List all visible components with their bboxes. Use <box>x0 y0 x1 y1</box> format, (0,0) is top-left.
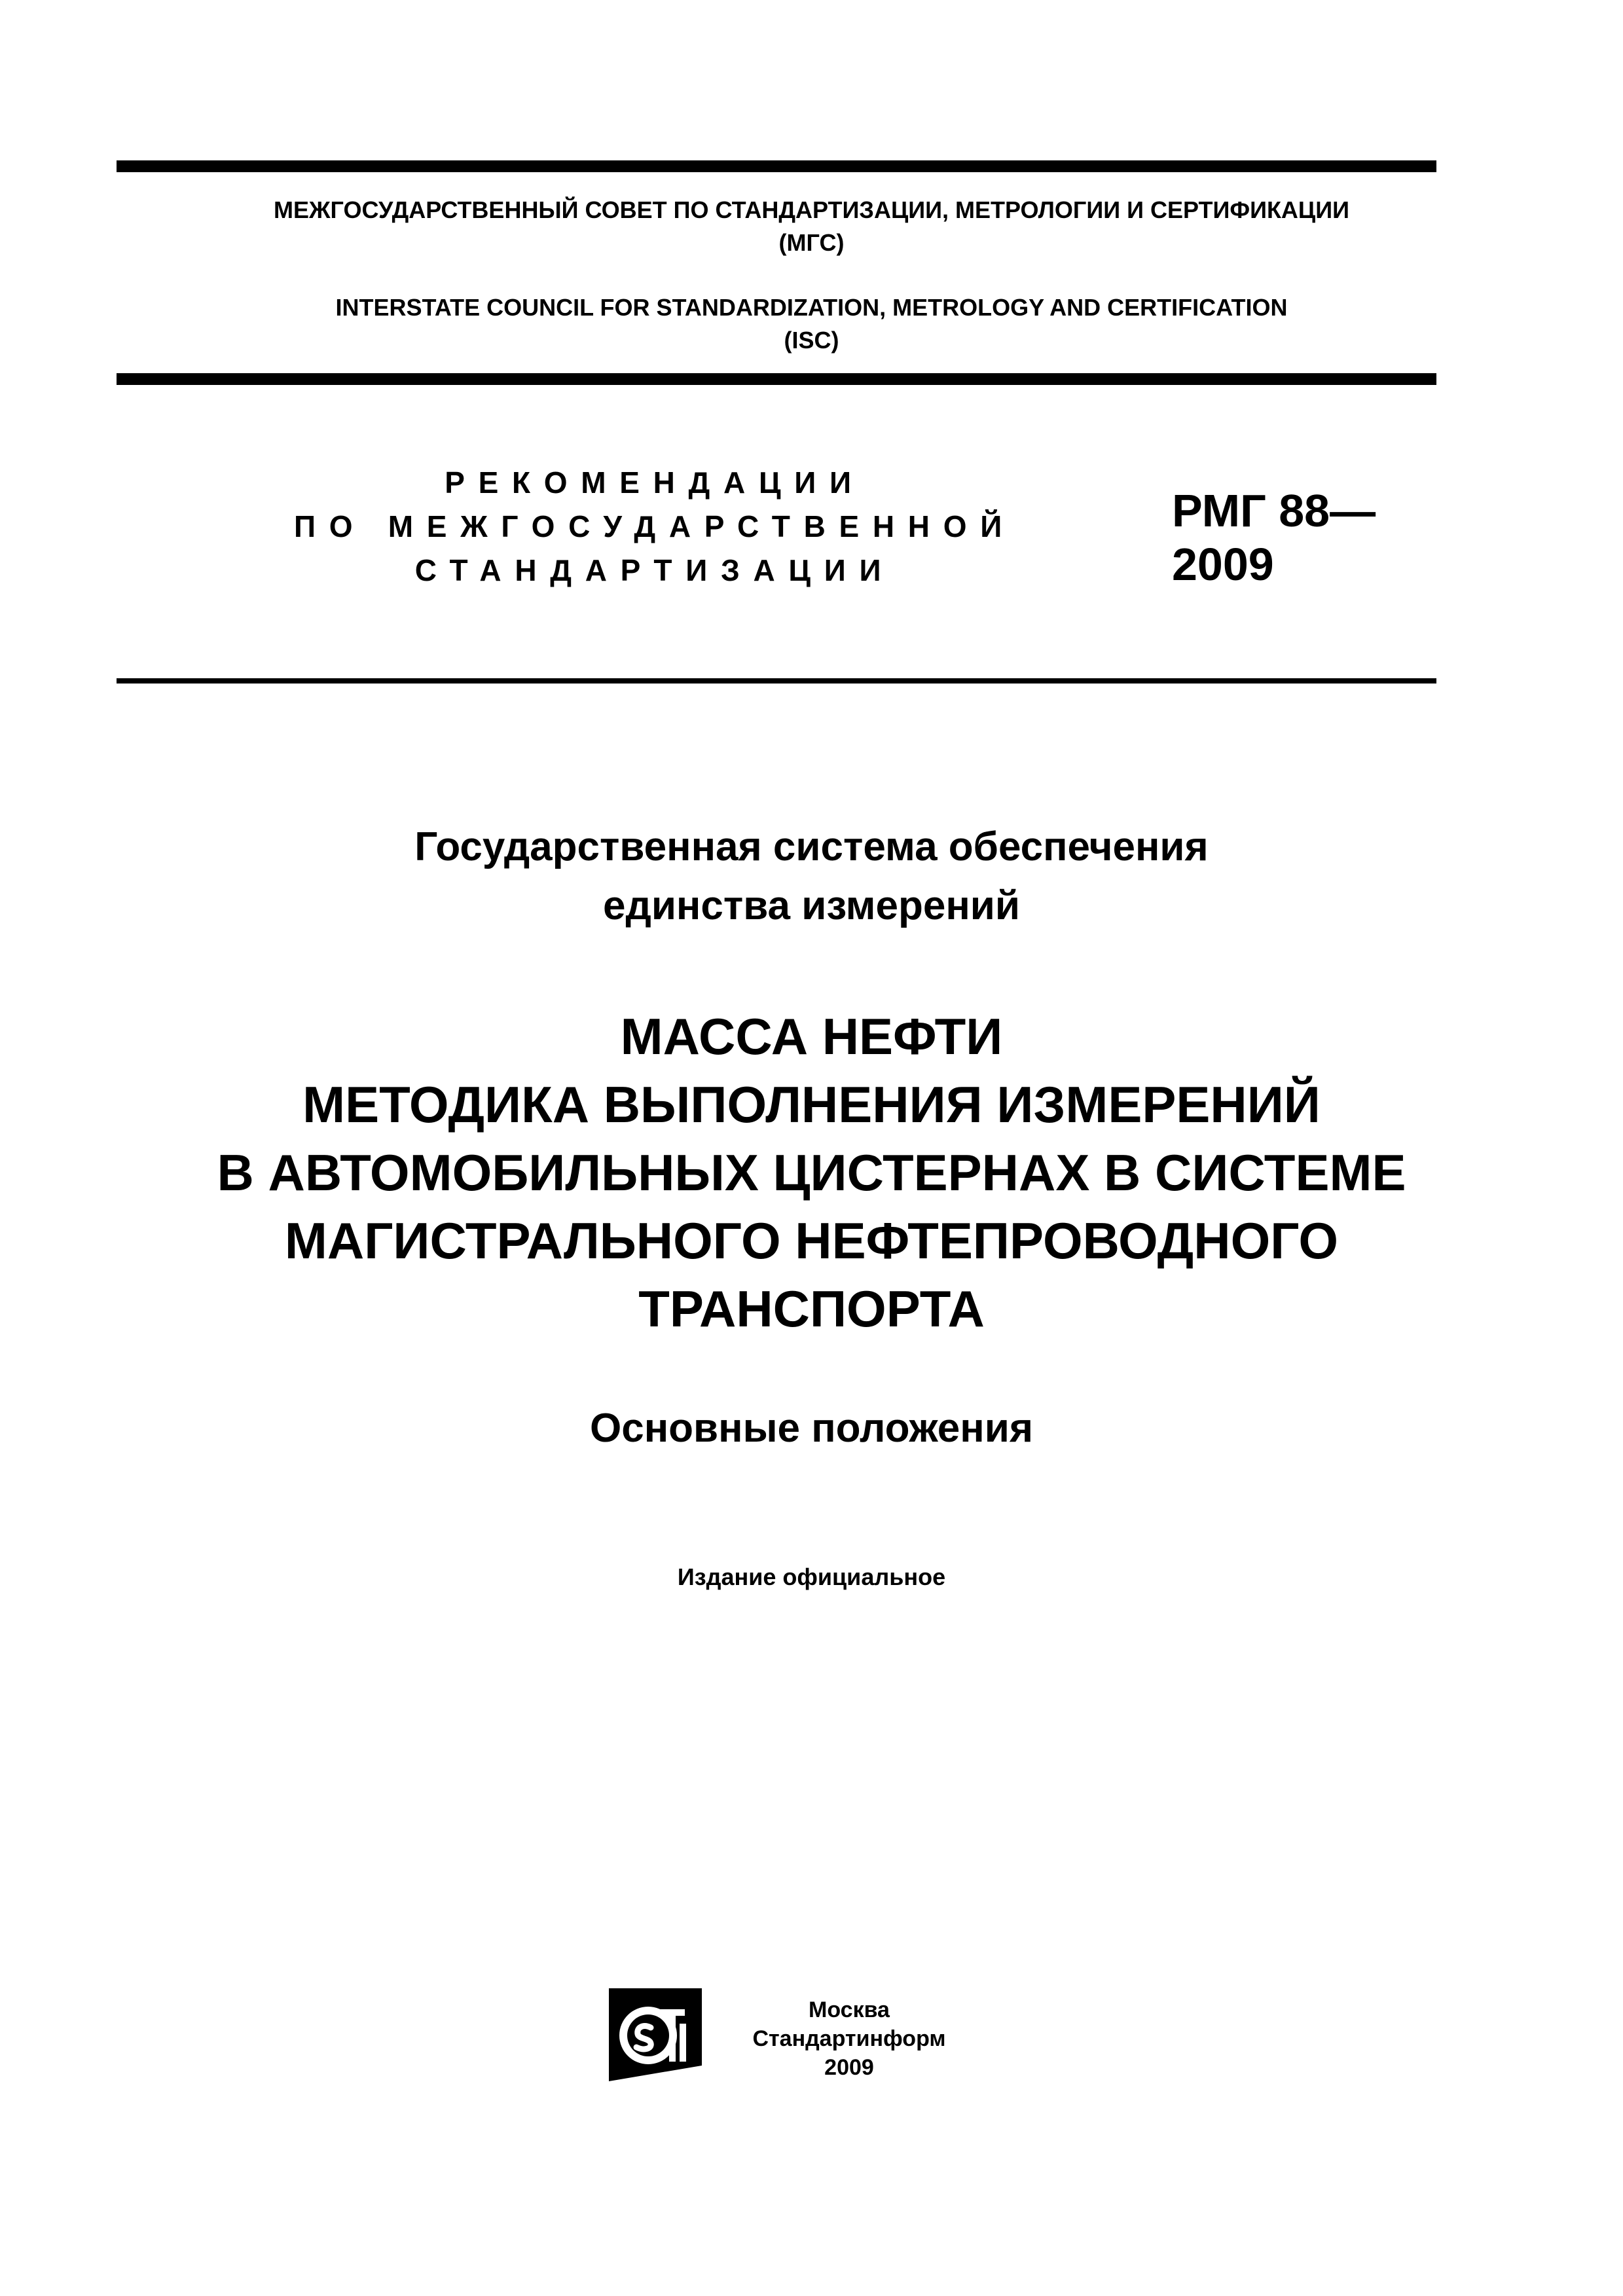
document-designation: РМГ 88— <box>1172 485 1376 536</box>
lower-rule <box>117 678 1436 683</box>
council-name-ru: МЕЖГОСУДАРСТВЕННЫЙ СОВЕТ ПО СТАНДАРТИЗАЦИИ, МЕТРОЛОГИИ И СЕРТИФИКАЦИИ <box>274 196 1349 223</box>
document-designation-year: 2009 <box>1172 539 1274 590</box>
council-abbr-en: (ISC) <box>784 327 839 354</box>
document-title-line2: МЕТОДИКА ВЫПОЛНЕНИЯ ИЗМЕРЕНИЙ <box>302 1076 1321 1133</box>
edition-note: Издание официальное <box>677 1563 946 1590</box>
recommendation-label-line2: ПО МЕЖГОСУДАРСТВЕННОЙ <box>294 509 1015 543</box>
standartinform-logo-icon <box>609 1988 702 2081</box>
document-title-line5: ТРАНСПОРТА <box>638 1280 985 1338</box>
publisher-city: Москва <box>809 1997 890 2022</box>
council-abbr-ru: (МГС) <box>778 229 845 256</box>
document-title-line3: В АВТОМОБИЛЬНЫХ ЦИСТЕРНАХ В СИСТЕМЕ <box>217 1144 1406 1201</box>
document-subtitle: Основные положения <box>589 1406 1033 1451</box>
publisher-name: Стандартинформ <box>752 2026 946 2051</box>
publication-year: 2009 <box>824 2055 874 2080</box>
middle-rule <box>117 373 1436 385</box>
top-rule <box>117 160 1436 172</box>
recommendation-label-line3: СТАНДАРТИЗАЦИИ <box>414 553 895 587</box>
series-title-line2: единства измерений <box>602 883 1020 928</box>
document-title-line4: МАГИСТРАЛЬНОГО НЕФТЕПРОВОДНОГО <box>284 1212 1339 1269</box>
council-name-en: INTERSTATE COUNCIL FOR STANDARDIZATION, METROLOGY AND CERTIFICATION <box>335 294 1288 321</box>
recommendation-label-line1: РЕКОМЕНДАЦИИ <box>445 465 865 500</box>
document-title-line1: МАССА НЕФТИ <box>620 1008 1003 1065</box>
publisher-imprint <box>731 1995 967 2082</box>
series-title-line1: Государственная система обеспечения <box>414 824 1209 869</box>
